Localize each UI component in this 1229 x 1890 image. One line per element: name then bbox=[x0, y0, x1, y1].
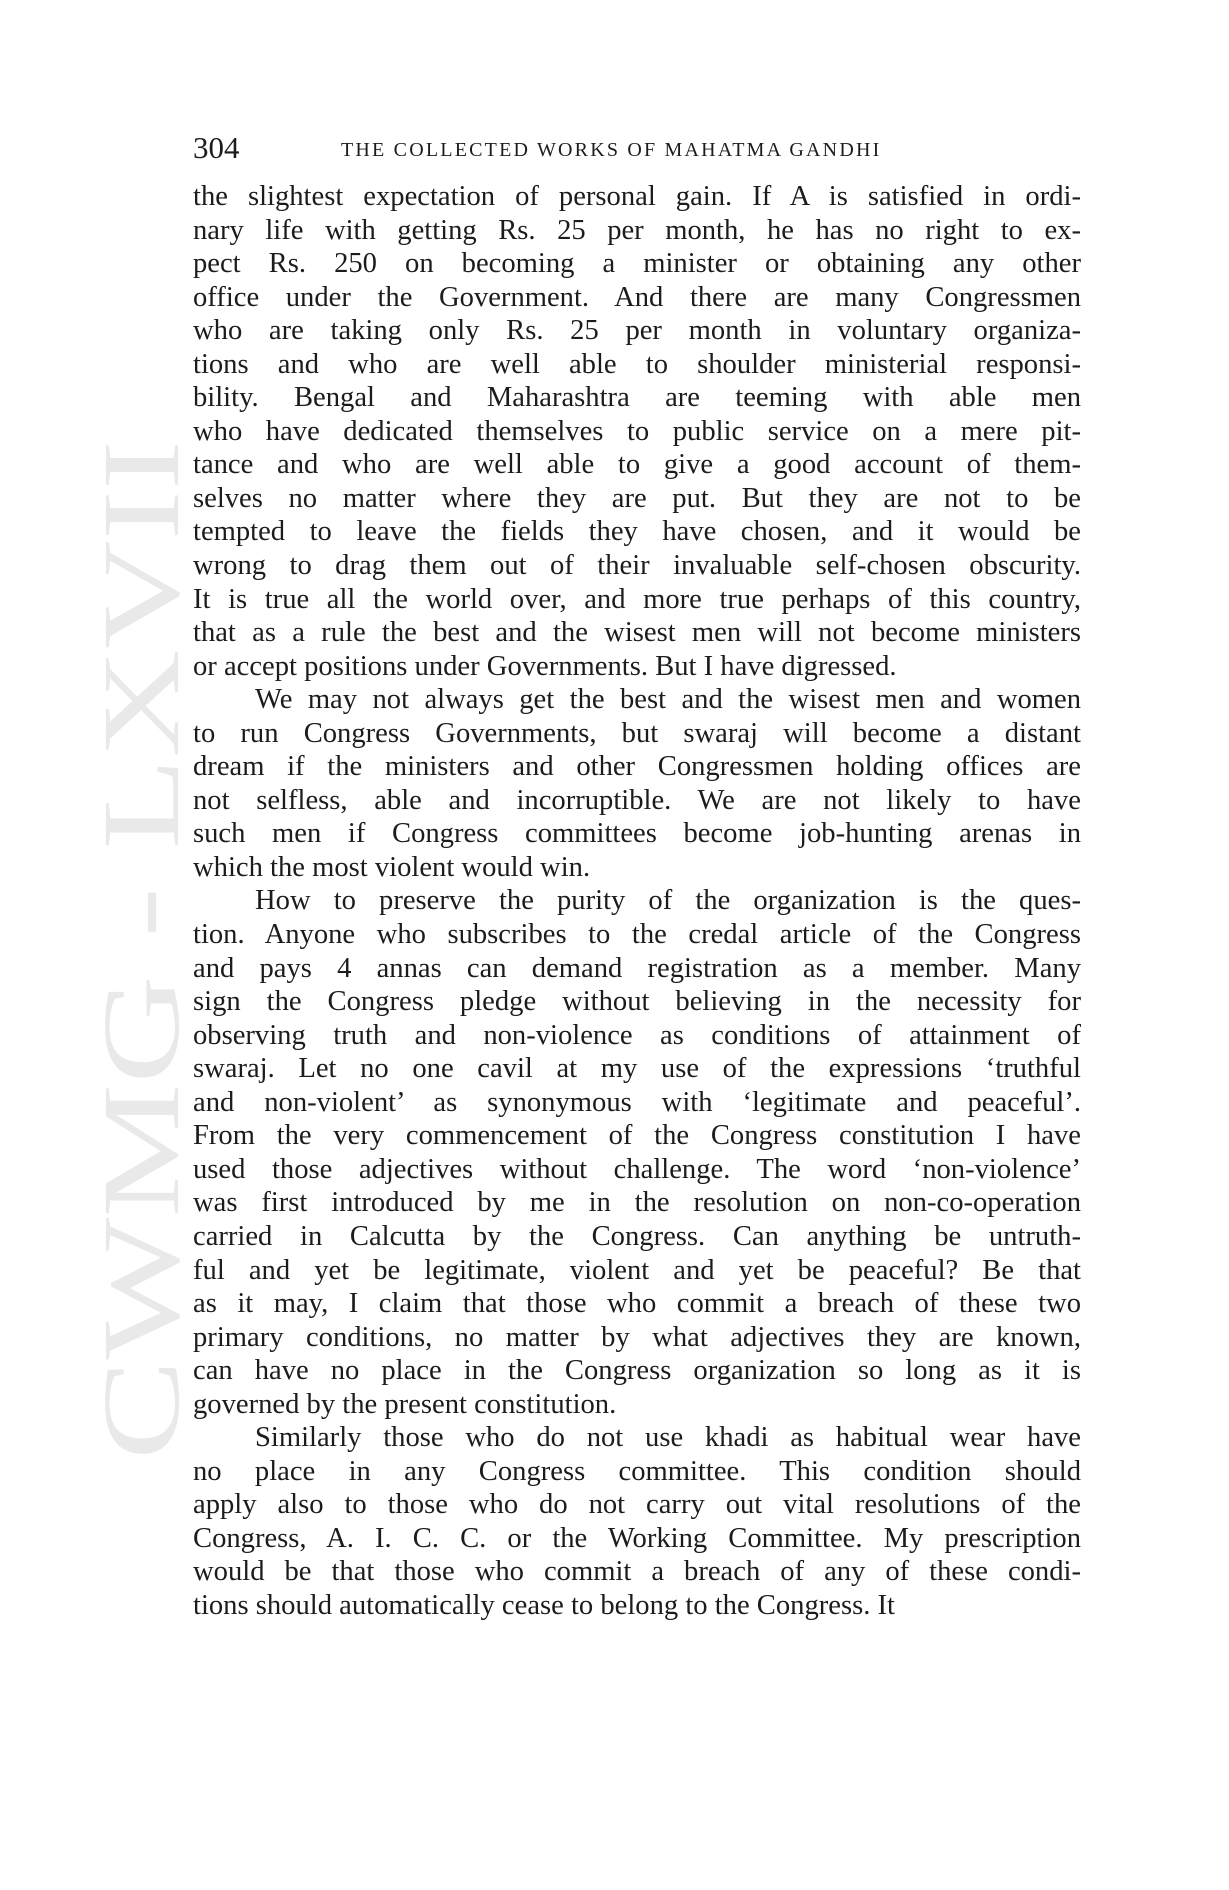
paragraph bbox=[193, 180, 1081, 683]
text-line: wrong to drag them out of their invaluable self-chosen obscurity. bbox=[193, 550, 1081, 582]
text-line: governed by the present constitution. bbox=[193, 1388, 617, 1420]
text-line: carried in Calcutta by the Congress. Can anything be untruth- bbox=[193, 1220, 1081, 1252]
text-line: From the very commencement of the Congress constitution I have bbox=[193, 1120, 1081, 1152]
paragraph bbox=[193, 884, 1081, 1421]
text-line: who are taking only Rs. 25 per month in voluntary organiza- bbox=[193, 315, 1081, 347]
text-line: to run Congress Governments, but swaraj will become a distant bbox=[193, 717, 1081, 749]
text-line: can have no place in the Congress organization so long as it is bbox=[193, 1355, 1081, 1387]
text-line: tempted to leave the fields they have chosen, and it would be bbox=[193, 516, 1081, 548]
text-line: selves no matter where they are put. But they are not to be bbox=[193, 482, 1081, 514]
text-line: tance and who are well able to give a good account of them- bbox=[193, 449, 1081, 481]
watermark-graphic bbox=[80, 440, 202, 1460]
text-line: which the most violent would win. bbox=[193, 851, 591, 883]
page-number: 304 bbox=[193, 130, 240, 165]
text-line: no place in any Congress committee. This condition should bbox=[193, 1455, 1081, 1487]
running-head: THE COLLECTED WORKS OF MAHATMA GANDHI bbox=[341, 139, 882, 161]
text-line: who have dedicated themselves to public service on a mere pit- bbox=[193, 415, 1081, 447]
text-line: the slightest expectation of personal gain. If A is satisfied in ordi- bbox=[193, 181, 1081, 212]
text-line: or accept positions under Governments. But I have digressed. bbox=[193, 650, 897, 682]
text-line: that as a rule the best and the wisest men will not become ministers bbox=[193, 617, 1081, 649]
text-line: We may not always get the best and the wisest men and women bbox=[255, 684, 1081, 716]
page-header bbox=[193, 128, 1081, 168]
text-line: Similarly those who do not use khadi as habitual wear have bbox=[255, 1422, 1081, 1454]
text-line: tions and who are well able to shoulder ministerial responsi- bbox=[193, 348, 1081, 380]
text-line: sign the Congress pledge without believing in the necessity for bbox=[193, 986, 1081, 1018]
text-line: would be that those who commit a breach of any of these condi- bbox=[193, 1556, 1081, 1588]
text-line: primary conditions, no matter by what adjectives they are known, bbox=[193, 1321, 1081, 1353]
body-text bbox=[193, 180, 1081, 1623]
text-line: tions should automatically cease to belong to the Congress. It bbox=[193, 1589, 895, 1621]
text-line: as it may, I claim that those who commit a breach of these two bbox=[193, 1288, 1081, 1320]
text-line: nary life with getting Rs. 25 per month, he has no right to ex- bbox=[193, 214, 1081, 246]
paragraph bbox=[193, 683, 1081, 884]
text-line: tion. Anyone who subscribes to the credal article of the Congress bbox=[193, 919, 1081, 951]
text-line: such men if Congress committees become job-hunting arenas in bbox=[193, 818, 1081, 850]
text-line: ful and yet be legitimate, violent and yet be peaceful? Be that bbox=[193, 1254, 1081, 1286]
text-line: bility. Bengal and Maharashtra are teeming with able men bbox=[193, 382, 1081, 414]
text-line: and pays 4 annas can demand registration as a member. Many bbox=[193, 952, 1081, 984]
text-line: not selfless, able and incorruptible. We are not likely to have bbox=[193, 784, 1081, 816]
watermark bbox=[80, 440, 202, 1460]
text-line: observing truth and non-violence as conditions of attainment of bbox=[193, 1019, 1081, 1051]
text-line: pect Rs. 250 on becoming a minister or obtaining any other bbox=[193, 248, 1081, 280]
text-line: swaraj. Let no one cavil at my use of the expressions ‘truthful bbox=[193, 1053, 1081, 1085]
text-line: used those adjectives without challenge. The word ‘non-violence’ bbox=[193, 1153, 1081, 1185]
text-line: was first introduced by me in the resolution on non-co-operation bbox=[193, 1187, 1081, 1219]
text-line: and non-violent’ as synonymous with ‘legitimate and peaceful’. bbox=[193, 1086, 1081, 1118]
text-line: Congress, A. I. C. C. or the Working Committee. My prescription bbox=[193, 1522, 1081, 1554]
text-line: How to preserve the purity of the organization is the ques- bbox=[255, 885, 1081, 917]
watermark-text: CWMG - LXVII bbox=[80, 714, 202, 1460]
text-line: apply also to those who do not carry out vital resolutions of the bbox=[193, 1489, 1081, 1521]
paragraph bbox=[193, 1421, 1081, 1622]
text-line: It is true all the world over, and more true perhaps of this country, bbox=[193, 583, 1081, 615]
text-line: dream if the ministers and other Congressmen holding offices are bbox=[193, 751, 1081, 783]
text-line: office under the Government. And there are many Congressmen bbox=[193, 281, 1081, 313]
